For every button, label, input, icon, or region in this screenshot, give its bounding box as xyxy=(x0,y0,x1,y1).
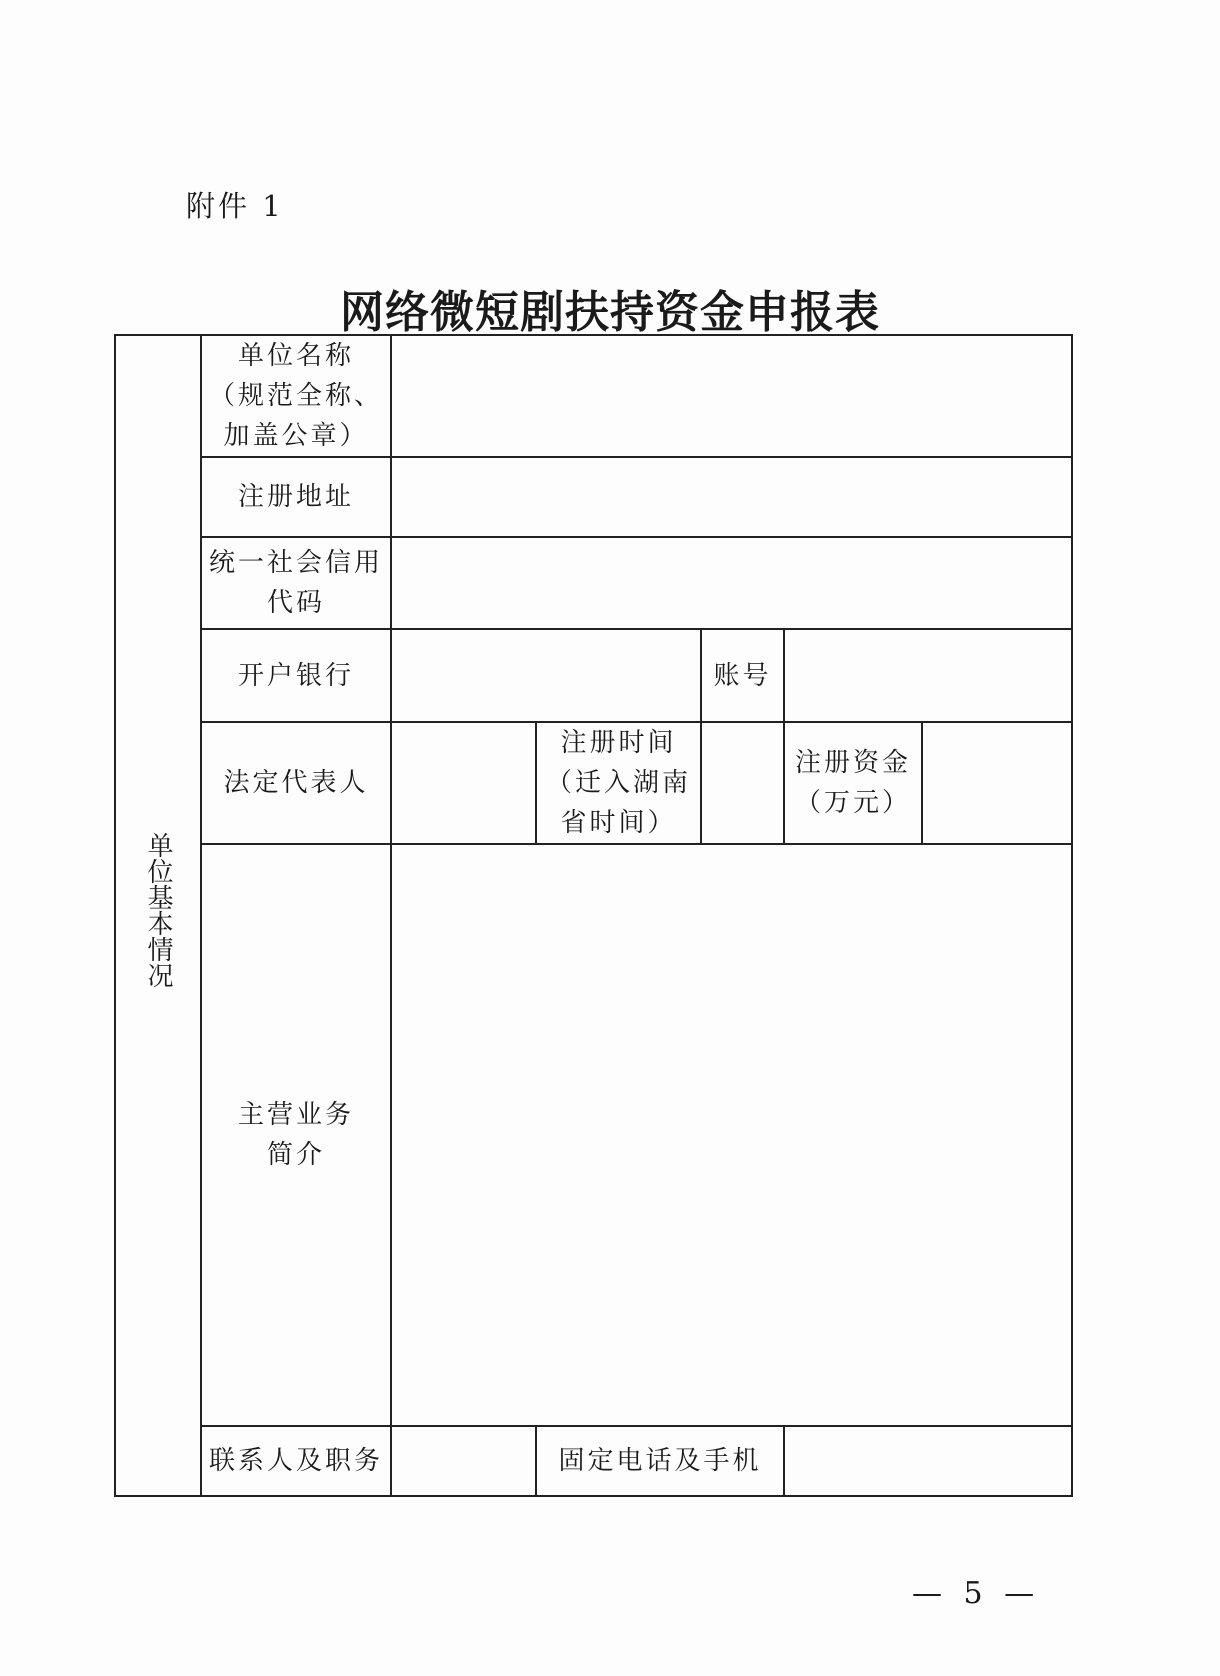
bank-label: 开户银行 xyxy=(201,629,391,722)
phone-field[interactable] xyxy=(784,1426,1072,1496)
contact-field[interactable] xyxy=(391,1426,536,1496)
section-cell xyxy=(115,335,201,1496)
reg-capital-label: 注册资金 （万元） xyxy=(784,722,922,844)
page-number: — 5 — xyxy=(912,1576,1041,1611)
credit-code-label: 统一社会信用 代码 xyxy=(201,537,391,629)
unit-name-field[interactable] xyxy=(391,335,1072,457)
application-form-table xyxy=(114,334,1073,1497)
section-label: 单位基本情况 xyxy=(143,831,173,988)
unit-name-label: 单位名称 （规范全称、 加盖公章） xyxy=(201,335,391,457)
account-label: 账号 xyxy=(701,629,784,722)
attachment-label: 附件 1 xyxy=(186,189,284,223)
legal-rep-label: 法定代表人 xyxy=(201,722,391,844)
bank-field[interactable] xyxy=(391,629,701,722)
registered-address-label: 注册地址 xyxy=(201,457,391,537)
legal-rep-field[interactable] xyxy=(391,722,536,844)
reg-time-label: 注册时间 （迁入湖南 省时间） xyxy=(536,722,701,844)
reg-capital-field[interactable] xyxy=(922,722,1072,844)
business-intro-field[interactable] xyxy=(391,844,1072,1426)
account-field[interactable] xyxy=(784,629,1072,722)
form-title: 网络微短剧扶持资金申报表 xyxy=(340,287,880,338)
credit-code-field[interactable] xyxy=(391,537,1072,629)
reg-time-field[interactable] xyxy=(701,722,784,844)
registered-address-field[interactable] xyxy=(391,457,1072,537)
phone-label: 固定电话及手机 xyxy=(536,1426,784,1496)
business-intro-label: 主营业务 简介 xyxy=(201,844,391,1426)
contact-label: 联系人及职务 xyxy=(201,1426,391,1496)
